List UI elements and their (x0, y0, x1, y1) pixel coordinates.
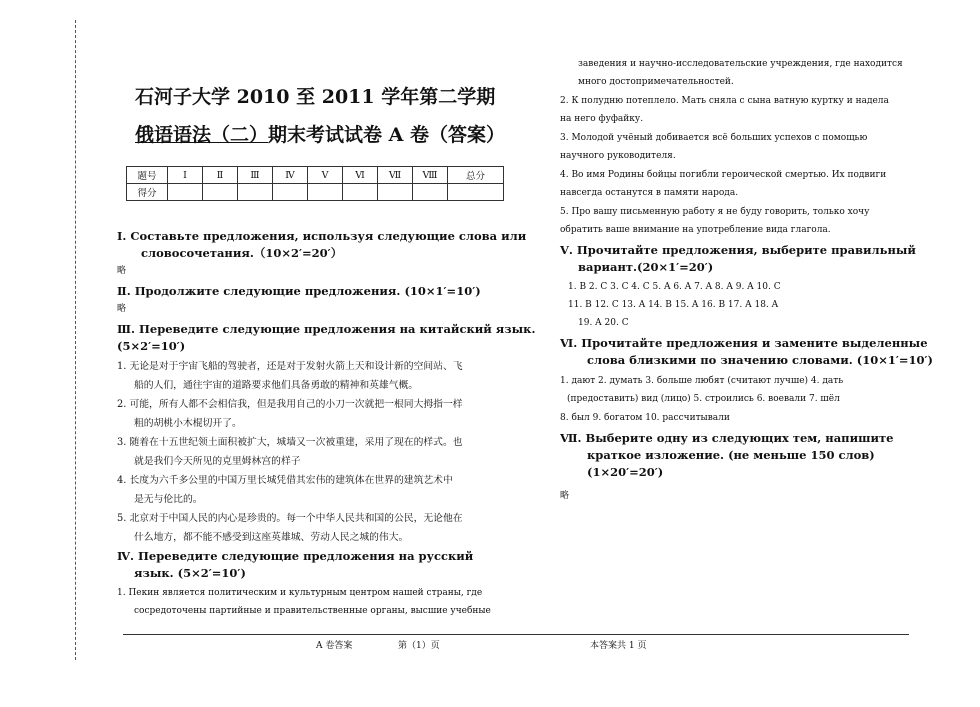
russian-translation-line: заведения и научно-исследовательские учреждения, где находится (578, 59, 903, 69)
russian-translation-line: сосредоточены партийные и правительственные органы, высшие учебные (134, 606, 491, 616)
score-blank (308, 184, 343, 201)
score-blank (238, 184, 273, 201)
section-2-answer: 略 (117, 304, 127, 314)
score-table (126, 166, 504, 201)
translation-line: 4. 长度为六千多公里的中国万里长城凭借其宏伟的建筑体在世界的建筑艺术中 (117, 475, 453, 486)
russian-translation-line: 4. Во имя Родины бойцы погибли героической смертью. Их подвиги (560, 170, 887, 180)
section-5-heading: Ⅴ. Прочитайте предложения, выберите правильный (560, 243, 916, 257)
course-name: 俄语语法（二） (135, 124, 269, 146)
score-cell: Ⅷ (413, 167, 448, 184)
section-4-heading-cont: язык. (5×2′=10′) (134, 566, 246, 580)
translation-line: 1. 无论是对于宇宙飞船的驾驶者，还是对于发射火箭上天和设计新的空间站、飞 (117, 361, 463, 372)
score-blank (343, 184, 378, 201)
translation-line: 5. 北京对于中国人民的内心是珍贵的。每一个中华人民共和国的公民，无论他在 (117, 513, 463, 524)
score-blank (168, 184, 203, 201)
section-5-answers: 11. B 12. C 13. A 14. B 15. A 16. B 17. A 18. A (568, 300, 779, 310)
score-cell: Ⅱ (203, 167, 238, 184)
section-7-answer: 略 (560, 491, 570, 501)
russian-translation-line: 2. К полудню потеплело. Мать сняла с сына ватную куртку и надела (560, 96, 889, 106)
score-cell: Ⅳ (273, 167, 308, 184)
score-cell: Ⅴ (308, 167, 343, 184)
russian-translation-line: 3. Молодой учёный добивается всё больших успехов с помощью (560, 133, 868, 143)
translation-line: 就是我们今天所见的克里姆林宫的样子 (134, 456, 301, 467)
russian-translation-line: навсегда останутся в памяти народа. (560, 188, 739, 198)
section-2-heading: Ⅱ. Продолжите следующие предложения. (10×1′=10′) (117, 284, 481, 298)
score-row-label: 得分 (127, 184, 168, 201)
footer-rule (123, 634, 909, 635)
section-5-heading-cont: вариант.(20×1′=20′) (578, 260, 714, 274)
section-5-answers: 1. B 2. C 3. C 4. C 5. A 6. A 7. A 8. A 9. A 10. C (568, 282, 781, 292)
score-cell: Ⅲ (238, 167, 273, 184)
score-cell: Ⅶ (378, 167, 413, 184)
section-7-heading-cont: краткое изложение. (не меньше 150 слов) (587, 448, 875, 462)
footer-paper-label: A 卷答案 (316, 641, 353, 651)
translation-line: 是无与伦比的。 (134, 494, 203, 505)
translation-line: 船的人们，通往宇宙的道路要求他们具备勇敢的精神和英雄气概。 (134, 380, 419, 391)
score-cell: Ⅵ (343, 167, 378, 184)
russian-translation-line: 5. Про вашу письменную работу я не буду говорить, только хочу (560, 207, 870, 217)
score-table-score-row (127, 184, 504, 201)
score-cell: 总分 (448, 167, 504, 184)
russian-translation-line: 1. Пекин является политическим и культурным центром нашей страны, где (117, 588, 483, 598)
translation-line: 2. 可能，所有人都不会相信我，但是我用自己的小刀一次就把一根同大拇指一样 (117, 399, 463, 410)
translation-line: 3. 随着在十五世纪领土面积被扩大，城墙又一次被重建，采用了现在的样式。也 (117, 437, 463, 448)
section-6-heading: Ⅵ. Прочитайте предложения и замените выделенные (560, 336, 928, 350)
section-6-answers: 1. дают 2. думать 3. больше любят (считают лучше) 4. дать (560, 376, 844, 386)
russian-translation-line: на него фуфайку. (560, 114, 644, 124)
binding-margin-line (75, 20, 76, 660)
section-3-heading: Ⅲ. Переведите следующие предложения на китайский язык. (117, 322, 536, 336)
score-blank (273, 184, 308, 201)
score-cell: 题号 (127, 167, 168, 184)
section-1-heading-cont: словосочетания.（10×2′=20′） (141, 246, 343, 260)
score-cell: Ⅰ (168, 167, 203, 184)
russian-translation-line: обратить ваше внимание на употребление вида глагола. (560, 225, 831, 235)
section-5-answers: 19. A 20. C (578, 318, 629, 328)
footer-page-number: 第（1）页 (398, 641, 440, 651)
score-blank (378, 184, 413, 201)
section-7-heading: Ⅶ. Выберите одну из следующих тем, напишите (560, 431, 894, 445)
section-3-heading-cont: (5×2′=10′) (117, 339, 186, 353)
score-blank (448, 184, 504, 201)
section-6-answers: (предоставить) вид (лицо) 5. строились 6. воевали 7. шёл (567, 394, 840, 404)
section-4-heading: Ⅳ. Переведите следующие предложения на русский (117, 549, 474, 563)
exam-title-line2 (135, 120, 505, 147)
score-table-header-row (127, 167, 504, 184)
translation-line: 什么地方，都不能不感受到这座英雄城、劳动人民之城的伟大。 (134, 532, 409, 543)
footer-page-count: 本答案共 1 页 (590, 641, 647, 651)
score-blank (413, 184, 448, 201)
exam-title-rest: 期末考试试卷 A 卷（答案） (268, 124, 505, 146)
section-1-heading: Ⅰ. Составьте предложения, используя следующие слова или (117, 229, 527, 243)
translation-line: 粗的胡桃小木棍切开了。 (134, 418, 242, 429)
russian-translation-line: много достопримечательностей. (578, 77, 734, 87)
russian-translation-line: научного руководителя. (560, 151, 676, 161)
section-6-answers: 8. был 9. богатом 10. рассчитывали (560, 413, 730, 423)
score-blank (203, 184, 238, 201)
section-1-answer: 略 (117, 266, 127, 276)
section-6-heading-cont: слова близкими по значению словами. (10×1′=10′) (587, 353, 933, 367)
section-7-score: (1×20′=20′) (587, 465, 664, 479)
exam-title-line1: 石河子大学 2010 至 2011 学年第二学期 (135, 86, 496, 108)
